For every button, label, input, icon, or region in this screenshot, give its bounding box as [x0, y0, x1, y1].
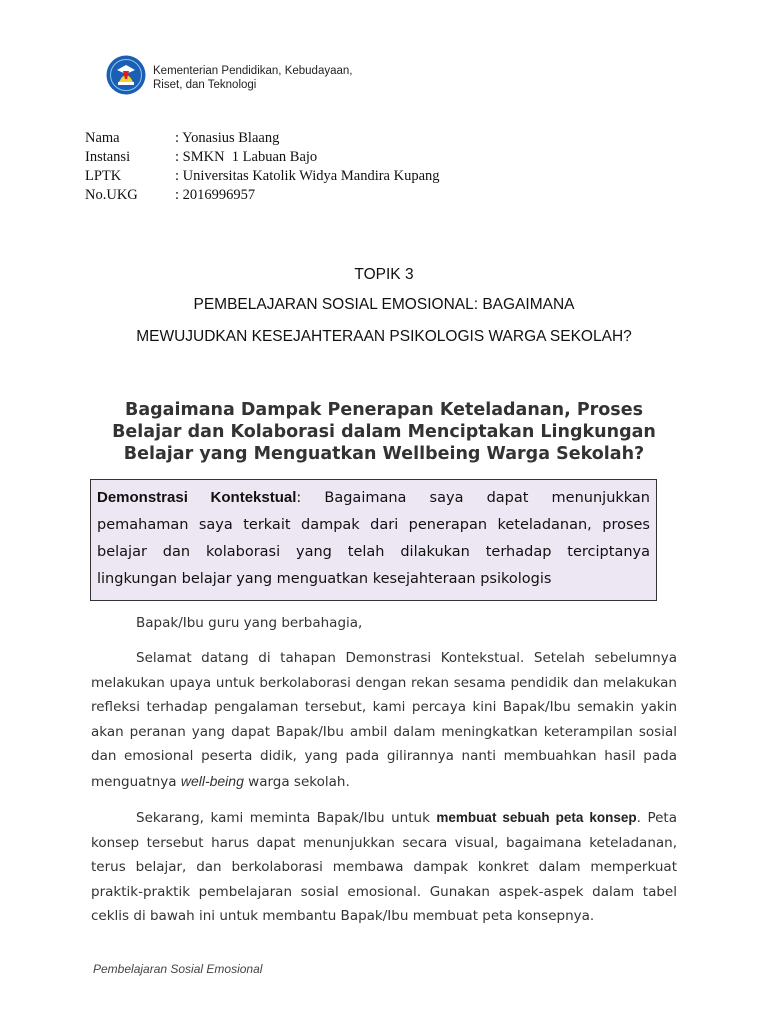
identity-value: : Universitas Katolik Widya Mandira Kupang [175, 168, 440, 184]
identity-label: No.UKG [85, 187, 138, 203]
ministry-line-1: Kementerian Pendidikan, Kebudayaan, [153, 65, 353, 77]
paragraph-2-text [91, 806, 677, 929]
identity-block [85, 129, 440, 205]
paragraph-2-start: Sekarang, kami meminta Bapak/Ibu untuk [136, 810, 437, 826]
topic-title-line-1: PEMBELAJARAN SOSIAL EMOSIONAL: BAGAIMANA [193, 296, 575, 313]
identity-value: : Yonasius Blaang [175, 130, 280, 146]
paragraph-2-body: . Peta konsep tersebut harus dapat menunjukkan secara visual, bagaimana keteladanan, terus belajar, dan berkolaborasi membawa dampak konkret dalam memperkuat praktik-praktik pembelajaran sosial emosional. Gunakan aspek-aspek dalam tabel ceklis di bawah ini untuk membantu Bapak/Ibu membuat peta konsepnya. [91, 810, 677, 925]
prompt-label: Demonstrasi Kontekstual [97, 489, 297, 506]
guiding-question [70, 399, 698, 465]
identity-label: Instansi [85, 149, 131, 165]
identity-row-nama [85, 129, 440, 148]
greeting [91, 611, 677, 636]
paragraph-1-body: Selamat datang di tahapan Demonstrasi Kontekstual. Setelah sebelumnya melakukan upaya untuk berkolaborasi dengan rekan sesama pendidik dan melakukan refleksi terhadap pengalaman tersebut, kami percaya kini Bapak/Ibu semakin yakin akan peranan yang dapat Bapak/Ibu ambil dalam meningkatkan keterampilan sosial dan emosional peserta didik, yang pada gilirannya nanti membuahkan hasil pada menguatnya [91, 650, 677, 790]
paragraph-2-bold: membuat sebuah peta konsep [436, 810, 637, 825]
identity-value: : 2016996957 [175, 187, 256, 203]
paragraph-1 [91, 646, 677, 795]
paragraph-1-italic: well-being [180, 772, 244, 789]
prompt-paragraph [97, 484, 650, 593]
greeting-text: Bapak/Ibu guru yang berbahagia, [136, 615, 363, 631]
identity-value: : SMKN 1 Labuan Bajo [175, 149, 318, 165]
identity-row-instansi [85, 148, 440, 167]
prompt-box [90, 479, 657, 601]
question-line-2: Belajar dan Kolaborasi dalam Menciptakan Lingkungan [112, 422, 656, 442]
ministry-name [153, 64, 352, 92]
identity-label: LPTK [85, 168, 122, 184]
question-line-3: Belajar yang Menguatkan Wellbeing Warga Sekolah? [123, 444, 645, 464]
topic-title-line-2: MEWUJUDKAN KESEJAHTERAAN PSIKOLOGIS WARGA SEKOLAH? [136, 328, 632, 345]
prompt-text: : Bagaimana saya dapat menunjukkan pemahaman saya terkait dampak dari penerapan keteladanan, proses belajar dan kolaborasi yang telah dilakukan terhadap terciptanya lingkungan belajar yang menguatkan kesejahteraan psikologis [97, 490, 650, 587]
identity-row-noukg [85, 186, 440, 205]
identity-label: Nama [85, 130, 120, 146]
ministry-line-2: Riset, dan Teknologi [153, 79, 257, 91]
identity-row-lptk [85, 167, 440, 186]
topic-number: TOPIK 3 [354, 266, 414, 283]
paragraph-1-end: warga sekolah. [243, 773, 350, 790]
page-footer: Pembelajaran Sosial Emosional [93, 962, 263, 976]
tut-wuri-handayani-emblem-icon [106, 55, 146, 95]
question-line-1: Bagaimana Dampak Penerapan Keteladanan, Proses [124, 400, 644, 420]
paragraph-1-text [91, 646, 677, 795]
paragraph-2 [91, 806, 677, 929]
